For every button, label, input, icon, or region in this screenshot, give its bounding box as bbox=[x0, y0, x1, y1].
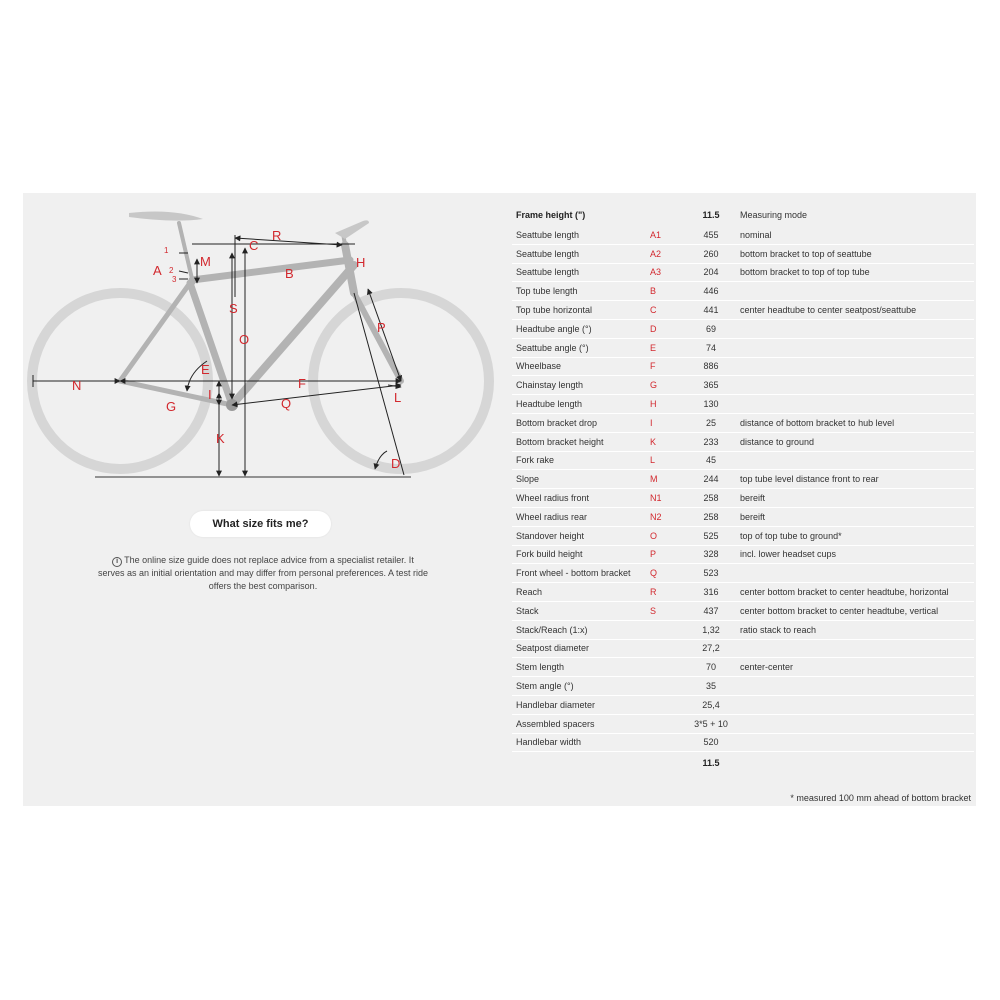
table-row bbox=[512, 545, 974, 564]
row-name: Front wheel - bottom bracket bbox=[512, 564, 646, 583]
row-name: Handlebar diameter bbox=[512, 695, 646, 714]
table-row bbox=[512, 263, 974, 282]
table-row bbox=[512, 244, 974, 263]
label-a2: 2 bbox=[169, 266, 174, 275]
row-name: Standover height bbox=[512, 526, 646, 545]
label-a3: 3 bbox=[172, 275, 177, 284]
row-value: 1,32 bbox=[682, 620, 736, 639]
row-name: Headtube angle (°) bbox=[512, 319, 646, 338]
row-mode: bottom bracket to top of top tube bbox=[736, 263, 974, 282]
row-name: Stack bbox=[512, 601, 646, 620]
row-name: Seattube length bbox=[512, 263, 646, 282]
label-s: S bbox=[229, 301, 238, 316]
row-mode bbox=[736, 733, 974, 752]
row-code bbox=[646, 620, 682, 639]
label-c: C bbox=[249, 238, 259, 253]
row-mode bbox=[736, 639, 974, 658]
row-mode: ratio stack to reach bbox=[736, 620, 974, 639]
row-value: 316 bbox=[682, 583, 736, 602]
row-value: 455 bbox=[682, 226, 736, 244]
row-name: Wheel radius front bbox=[512, 489, 646, 508]
row-mode bbox=[736, 564, 974, 583]
table-row bbox=[512, 714, 974, 733]
row-name: Bottom bracket drop bbox=[512, 413, 646, 432]
row-value: 437 bbox=[682, 601, 736, 620]
row-value: 258 bbox=[682, 507, 736, 526]
table-row bbox=[512, 677, 974, 696]
row-value: 45 bbox=[682, 451, 736, 470]
label-p: P bbox=[377, 320, 386, 335]
label-d: D bbox=[391, 456, 401, 471]
row-mode: bereift bbox=[736, 489, 974, 508]
row-code: A3 bbox=[646, 263, 682, 282]
row-code bbox=[646, 733, 682, 752]
row-value: 25 bbox=[682, 413, 736, 432]
row-code bbox=[646, 639, 682, 658]
row-name: Wheelbase bbox=[512, 357, 646, 376]
row-value: 365 bbox=[682, 376, 736, 395]
table-row bbox=[512, 301, 974, 320]
row-mode: nominal bbox=[736, 226, 974, 244]
label-q: Q bbox=[281, 396, 292, 411]
footnote: * measured 100 mm ahead of bottom bracket bbox=[790, 793, 971, 803]
table-row bbox=[512, 395, 974, 414]
table-row bbox=[512, 432, 974, 451]
table-row bbox=[512, 526, 974, 545]
row-name: Fork build height bbox=[512, 545, 646, 564]
row-name: Stack/Reach (1:x) bbox=[512, 620, 646, 639]
row-code: E bbox=[646, 338, 682, 357]
row-value: 441 bbox=[682, 301, 736, 320]
table-footer-row bbox=[512, 752, 974, 775]
row-mode bbox=[736, 677, 974, 696]
row-code: O bbox=[646, 526, 682, 545]
label-a: A bbox=[153, 263, 162, 278]
row-mode bbox=[736, 357, 974, 376]
row-mode bbox=[736, 376, 974, 395]
label-e: E bbox=[201, 362, 210, 377]
table-row bbox=[512, 376, 974, 395]
row-code bbox=[646, 714, 682, 733]
label-l: L bbox=[394, 390, 402, 405]
row-code: G bbox=[646, 376, 682, 395]
row-name: Wheel radius rear bbox=[512, 507, 646, 526]
row-mode: bottom bracket to top of seattube bbox=[736, 244, 974, 263]
table-row bbox=[512, 620, 974, 639]
row-code: N2 bbox=[646, 507, 682, 526]
row-code: P bbox=[646, 545, 682, 564]
row-mode bbox=[736, 395, 974, 414]
row-code: D bbox=[646, 319, 682, 338]
row-code bbox=[646, 658, 682, 677]
row-mode bbox=[736, 319, 974, 338]
table-row bbox=[512, 226, 974, 244]
table-header-row bbox=[512, 204, 974, 226]
bike-geometry-diagram bbox=[23, 193, 503, 493]
info-icon: i bbox=[112, 557, 122, 567]
footer-size-value: 11.5 bbox=[702, 758, 720, 769]
row-value: 260 bbox=[682, 244, 736, 263]
row-name: Fork rake bbox=[512, 451, 646, 470]
row-value: 328 bbox=[682, 545, 736, 564]
row-value: 233 bbox=[682, 432, 736, 451]
label-o: O bbox=[239, 332, 250, 347]
footer-mode bbox=[736, 752, 974, 775]
table-row bbox=[512, 695, 974, 714]
row-value: 130 bbox=[682, 395, 736, 414]
row-mode: distance of bottom bracket to hub level bbox=[736, 413, 974, 432]
row-code: H bbox=[646, 395, 682, 414]
row-value: 520 bbox=[682, 733, 736, 752]
row-name: Top tube length bbox=[512, 282, 646, 301]
row-name: Reach bbox=[512, 583, 646, 602]
row-value: 204 bbox=[682, 263, 736, 282]
table-row bbox=[512, 357, 974, 376]
row-code: Q bbox=[646, 564, 682, 583]
row-value: 69 bbox=[682, 319, 736, 338]
footer-name bbox=[512, 752, 646, 775]
label-a1: 1 bbox=[164, 246, 169, 255]
header-measuring-mode: Measuring mode bbox=[740, 210, 808, 220]
header-code bbox=[646, 204, 682, 226]
disclaimer-text: The online size guide does not replace advice from a specialist retailer. It serves as an initial orientation and may differ from personal preferences. A test ride offers the best comparison. bbox=[98, 555, 429, 591]
row-name: Stem length bbox=[512, 658, 646, 677]
row-code bbox=[646, 695, 682, 714]
label-b: B bbox=[285, 266, 294, 281]
row-mode: bereift bbox=[736, 507, 974, 526]
row-name: Assembled spacers bbox=[512, 714, 646, 733]
label-k: K bbox=[216, 431, 225, 446]
row-value: 525 bbox=[682, 526, 736, 545]
table-row bbox=[512, 470, 974, 489]
row-code: F bbox=[646, 357, 682, 376]
row-code: B bbox=[646, 282, 682, 301]
row-code: L bbox=[646, 451, 682, 470]
row-mode: incl. lower headset cups bbox=[736, 545, 974, 564]
row-value: 244 bbox=[682, 470, 736, 489]
label-h: H bbox=[356, 255, 366, 270]
table-row bbox=[512, 413, 974, 432]
row-mode: center headtube to center seatpost/seattube bbox=[736, 301, 974, 320]
row-code: N1 bbox=[646, 489, 682, 508]
row-value: 35 bbox=[682, 677, 736, 696]
row-value: 886 bbox=[682, 357, 736, 376]
row-value: 446 bbox=[682, 282, 736, 301]
row-name: Slope bbox=[512, 470, 646, 489]
row-mode bbox=[736, 338, 974, 357]
row-value: 70 bbox=[682, 658, 736, 677]
label-n: N bbox=[72, 378, 82, 393]
row-code: I bbox=[646, 413, 682, 432]
table-row bbox=[512, 601, 974, 620]
header-frame-height: Frame height (") bbox=[516, 210, 586, 220]
table-row bbox=[512, 489, 974, 508]
geometry-panel bbox=[23, 193, 976, 806]
table-row bbox=[512, 319, 974, 338]
table-row bbox=[512, 658, 974, 677]
row-value: 258 bbox=[682, 489, 736, 508]
table-row bbox=[512, 733, 974, 752]
row-mode: center bottom bracket to center headtube, horizontal bbox=[736, 583, 974, 602]
table-row bbox=[512, 564, 974, 583]
header-size-value: 11.5 bbox=[702, 210, 720, 220]
bike-frame bbox=[120, 223, 401, 405]
row-name: Handlebar width bbox=[512, 733, 646, 752]
label-m: M bbox=[200, 254, 211, 269]
row-value: 74 bbox=[682, 338, 736, 357]
label-i: I bbox=[208, 387, 212, 402]
row-code bbox=[646, 677, 682, 696]
row-code: A1 bbox=[646, 226, 682, 244]
table-row bbox=[512, 639, 974, 658]
size-guide-disclaimer bbox=[98, 554, 428, 593]
table-row bbox=[512, 583, 974, 602]
row-name: Seattube length bbox=[512, 244, 646, 263]
row-name: Headtube length bbox=[512, 395, 646, 414]
table-row bbox=[512, 282, 974, 301]
row-mode bbox=[736, 714, 974, 733]
row-mode: center-center bbox=[736, 658, 974, 677]
row-value: 27,2 bbox=[682, 639, 736, 658]
row-name: Seattube length bbox=[512, 226, 646, 244]
label-g: G bbox=[166, 399, 177, 414]
saddle bbox=[129, 211, 203, 220]
what-size-fits-me-button[interactable]: What size fits me? bbox=[190, 511, 331, 537]
row-code: S bbox=[646, 601, 682, 620]
row-mode bbox=[736, 695, 974, 714]
row-code: A2 bbox=[646, 244, 682, 263]
row-code: R bbox=[646, 583, 682, 602]
handlebar-stem bbox=[335, 220, 369, 239]
row-name: Top tube horizontal bbox=[512, 301, 646, 320]
row-mode: top tube level distance front to rear bbox=[736, 470, 974, 489]
row-mode: center bottom bracket to center headtube, vertical bbox=[736, 601, 974, 620]
row-mode bbox=[736, 451, 974, 470]
row-mode bbox=[736, 282, 974, 301]
row-value: 3*5 + 10 bbox=[682, 714, 736, 733]
table-row bbox=[512, 507, 974, 526]
table-row bbox=[512, 338, 974, 357]
row-name: Chainstay length bbox=[512, 376, 646, 395]
label-r: R bbox=[272, 228, 282, 243]
label-f: F bbox=[298, 376, 306, 391]
row-name: Seatpost diameter bbox=[512, 639, 646, 658]
row-value: 523 bbox=[682, 564, 736, 583]
row-code: M bbox=[646, 470, 682, 489]
row-name: Seattube angle (°) bbox=[512, 338, 646, 357]
row-mode: distance to ground bbox=[736, 432, 974, 451]
row-mode: top of top tube to ground* bbox=[736, 526, 974, 545]
row-code: K bbox=[646, 432, 682, 451]
row-name: Bottom bracket height bbox=[512, 432, 646, 451]
footer-code bbox=[646, 752, 682, 775]
row-value: 25,4 bbox=[682, 695, 736, 714]
row-name: Stem angle (°) bbox=[512, 677, 646, 696]
row-code: C bbox=[646, 301, 682, 320]
geometry-table bbox=[512, 204, 974, 774]
table-row bbox=[512, 451, 974, 470]
